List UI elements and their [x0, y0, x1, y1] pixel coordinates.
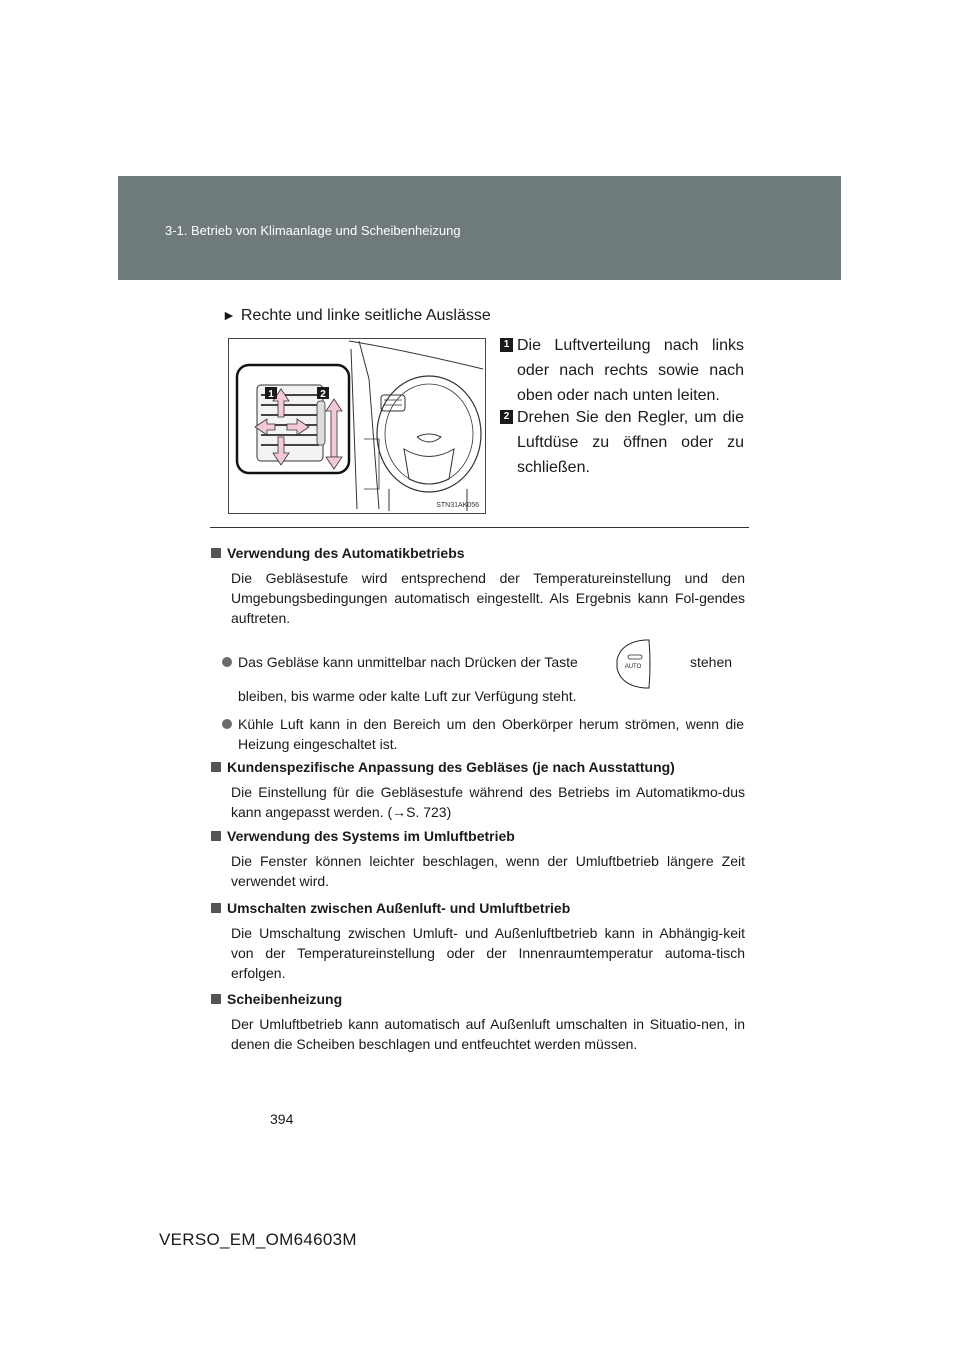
note-block [211, 826, 745, 891]
note-body: Die Umschaltung zwischen Umluft- und Außenluftbetrieb kann in Abhängig-keit von der Temperatureinstellung oder der Innenraumtemperatur automa-tisch erfolgen. [231, 925, 745, 981]
subheading [222, 307, 491, 325]
section-title: 3-1. Betrieb von Klimaanlage und Scheibenheizung [165, 223, 461, 238]
auto-key-label: AUTO [624, 664, 642, 670]
bullet-text: Kühle Luft kann in den Bereich um den Oberkörper herum strömen, wenn die Heizung eingeschaltet ist. [238, 716, 744, 752]
square-bullet-icon [211, 994, 221, 1004]
bullet-continuation: bleiben, bis warme oder kalte Luft zur Verfügung steht. [238, 688, 577, 704]
page-number: 394 [270, 1111, 294, 1127]
note-heading: Verwendung des Systems im Umluftbetrieb [211, 826, 745, 846]
circle-bullet-icon [222, 657, 232, 667]
auto-button-icon [611, 638, 653, 690]
note-heading: Verwendung des Automatikbetriebs [211, 543, 745, 563]
callout-1: 1 [268, 389, 274, 400]
note-body: Die Fenster können leichter beschlagen, wenn der Umluftbetrieb längere Zeit verwendet wird. [231, 853, 745, 889]
note-heading: Kundenspezifische Anpassung des Gebläses (je nach Ausstattung) [211, 757, 745, 777]
callout-2: 2 [320, 389, 326, 400]
note-block [211, 543, 745, 628]
square-bullet-icon [211, 548, 221, 558]
note-block [211, 757, 745, 822]
note-body: Die Gebläsestufe wird entsprechend der Temperatureinstellung und den Umgebungsbedingungen automatisch eingestellt. Als Ergebnis kann Fol-gendes auftreten. [231, 570, 745, 626]
section-header-band [118, 176, 841, 280]
document-code: VERSO_EM_OM64603M [159, 1230, 357, 1249]
list-item [222, 714, 744, 754]
note-block [211, 989, 745, 1054]
section-divider [210, 527, 749, 528]
step-text: Drehen Sie den Regler, um die Luftdüse zu öffnen oder zu schließen. [517, 409, 744, 476]
bullet-text: Das Gebläse kann unmittelbar nach Drücken der Taste [238, 654, 578, 670]
note-body: Der Umluftbetrieb kann automatisch auf Außenluft umschalten in Situatio-nen, in denen die Scheiben beschlagen und entfeuchtet werden müssen. [231, 1016, 745, 1052]
square-bullet-icon [211, 903, 221, 913]
step-item [500, 405, 744, 480]
circle-bullet-icon [222, 719, 232, 729]
step-text: Die Luftverteilung nach links oder nach rechts sowie nach oben oder nach unten leiten. [517, 337, 744, 404]
note-heading: Umschalten zwischen Außenluft- und Umluftbetrieb [211, 898, 745, 918]
list-item [222, 652, 744, 672]
step-number: 1 [500, 338, 513, 352]
square-bullet-icon [211, 762, 221, 772]
step-number: 2 [500, 410, 513, 424]
note-block [211, 898, 745, 983]
air-vent-drawing [229, 339, 485, 513]
square-bullet-icon [211, 831, 221, 841]
note-body: Die Einstellung für die Gebläsestufe während des Betriebs im Automatikmo-dus kann angepasst werden. (→S. 723) [231, 784, 745, 820]
air-vent-illustration [228, 338, 486, 514]
subheading-text: Rechte und linke seitliche Auslässe [240, 307, 491, 324]
step-item [500, 333, 744, 408]
triangle-marker-icon: ► [222, 307, 236, 323]
bullet-text-after-key: stehen [690, 654, 733, 670]
note-heading: Scheibenheizung [211, 989, 745, 1009]
figure-code: STN31AK056 [436, 502, 479, 509]
